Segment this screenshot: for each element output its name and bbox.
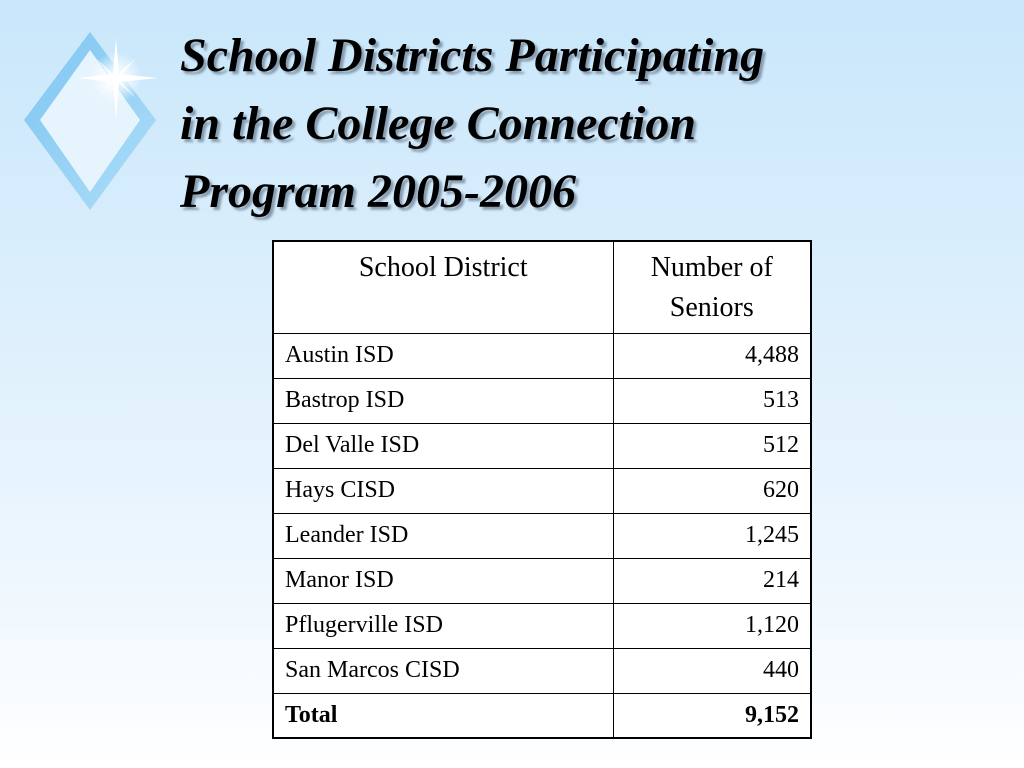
districts-table-container [272, 240, 812, 739]
district-cell: Austin ISD [273, 333, 613, 378]
table-row [273, 378, 811, 423]
seniors-cell: 4,488 [613, 333, 811, 378]
seniors-cell: 1,120 [613, 603, 811, 648]
table-total-row [273, 693, 811, 738]
title-line-3: Program 2005-2006 [180, 165, 576, 218]
header-seniors-line-2: Seniors [669, 292, 754, 323]
districts-table [272, 240, 812, 739]
seniors-cell: 512 [613, 423, 811, 468]
seniors-cell: 214 [613, 558, 811, 603]
seniors-cell: 513 [613, 378, 811, 423]
seniors-cell: 1,245 [613, 513, 811, 558]
table-header-row [273, 241, 811, 333]
district-cell: Pflugerville ISD [273, 603, 613, 648]
seniors-cell: 620 [613, 468, 811, 513]
district-cell: Del Valle ISD [273, 423, 613, 468]
title-line-2: in the College Connection [180, 97, 697, 150]
district-cell: Manor ISD [273, 558, 613, 603]
total-seniors-cell: 9,152 [613, 693, 811, 738]
total-label-cell: Total [273, 693, 613, 738]
title-line-1: School Districts Participating [180, 29, 765, 82]
slide-title [180, 22, 1000, 226]
table-row [273, 648, 811, 693]
table-row [273, 468, 811, 513]
diamond-star-logo-icon [18, 28, 168, 218]
district-cell: Hays CISD [273, 468, 613, 513]
table-row [273, 558, 811, 603]
header-seniors-line-1: Number of [650, 252, 773, 283]
header-school-district: School District [273, 241, 613, 333]
table-row [273, 513, 811, 558]
district-cell: Leander ISD [273, 513, 613, 558]
table-row [273, 423, 811, 468]
table-row [273, 333, 811, 378]
district-cell: San Marcos CISD [273, 648, 613, 693]
header-number-of-seniors [613, 241, 811, 333]
seniors-cell: 440 [613, 648, 811, 693]
table-row [273, 603, 811, 648]
district-cell: Bastrop ISD [273, 378, 613, 423]
